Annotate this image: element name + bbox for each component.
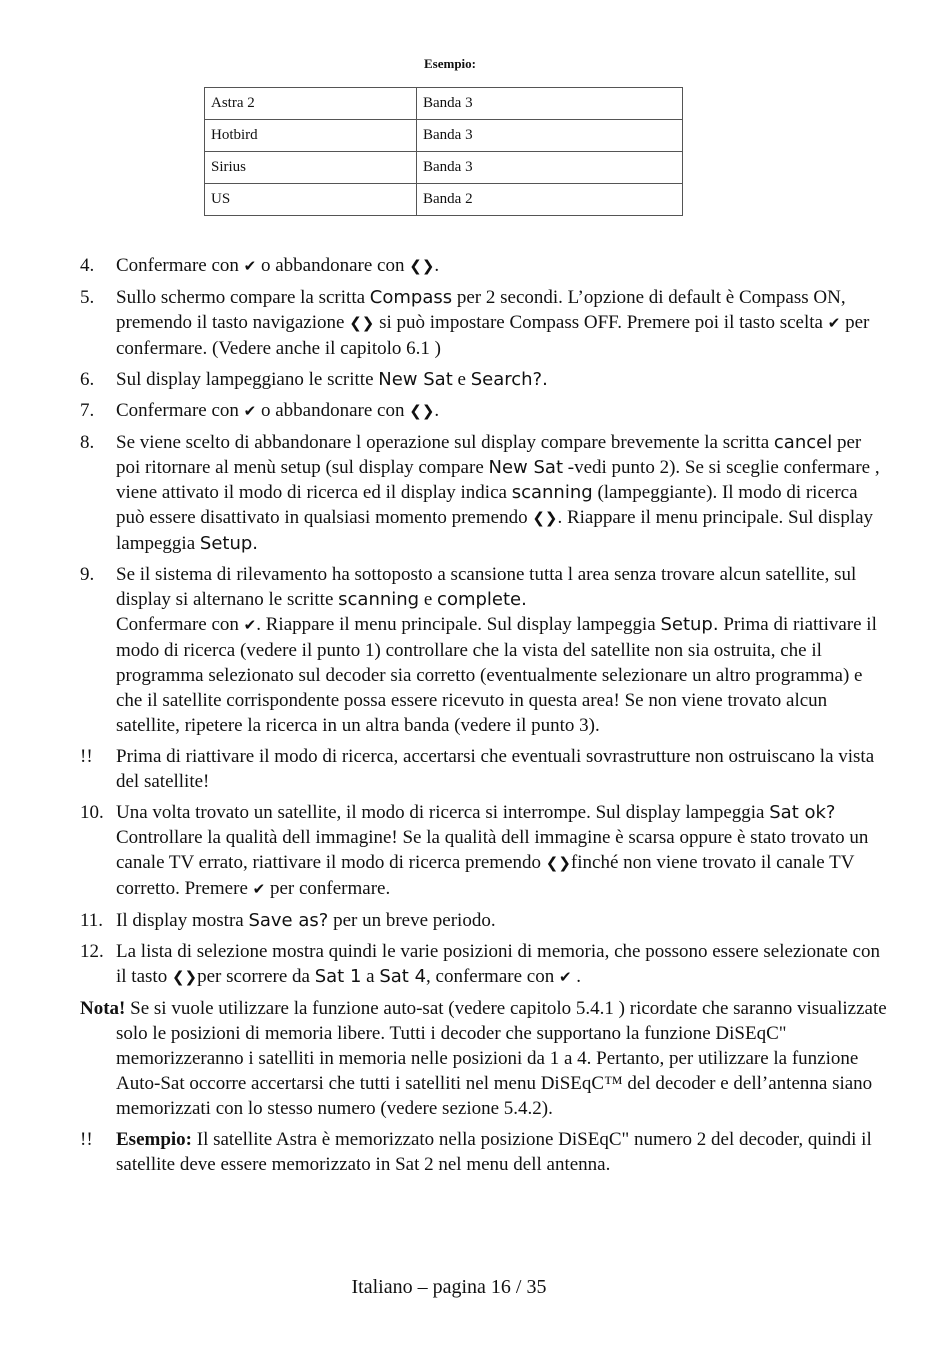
text-run: si può impostare Compass OFF. Premere poi il tasto scelta [374, 312, 828, 333]
item-text [116, 253, 890, 279]
item-number: 10. [80, 802, 104, 823]
display-text: Sat 4 [379, 966, 427, 987]
text-run: . Riappare il menu principale. Sul display lampeggia [116, 507, 874, 554]
nav-arrows-icon: ❮❯ [349, 314, 375, 332]
table-cell: Banda 3 [417, 120, 683, 152]
text-run: Se viene scelto di abbandonare l operazione sul display compare brevemente la scritta [116, 432, 774, 453]
check-icon: ✔ [252, 880, 266, 898]
text-run: per 2 secondi. L’opzione di default è Compass ON, premendo il tasto navigazione [116, 287, 846, 333]
check-icon: ✔ [243, 257, 257, 275]
display-text: Save as? [248, 910, 329, 931]
text-run: Sullo schermo compare la scritta [116, 287, 370, 308]
display-text: New Sat [488, 457, 564, 478]
text-run: . [434, 255, 440, 276]
note-label: Nota! [80, 998, 126, 1019]
list-item [80, 800, 890, 902]
nav-arrows-icon: ❮❯ [409, 402, 435, 420]
check-icon: ✔ [827, 314, 841, 332]
text-run: Se il sistema di rilevamento ha sottoposto a scansione tutta l area senza trovare alcun satellite, sul display si alternano le scritte [116, 564, 857, 610]
display-text: Setup. [660, 614, 719, 635]
text-run: , confermare con [426, 966, 559, 987]
example-label: Esempio: [116, 1129, 192, 1150]
item-text [116, 398, 890, 424]
text-run: Confermare con [116, 614, 244, 635]
list-item [80, 562, 890, 738]
item-text [116, 285, 890, 361]
table-row [205, 152, 683, 184]
item-text [116, 430, 890, 556]
display-text: scanning [338, 589, 420, 610]
check-icon: ✔ [558, 968, 572, 986]
table-cell: Banda 3 [417, 152, 683, 184]
display-text: Search?. [470, 369, 548, 390]
display-text: Compass [369, 287, 453, 308]
table-cell: Banda 3 [417, 88, 683, 120]
text-run: Il display mostra [116, 910, 249, 931]
text-run: per un breve periodo. [328, 910, 496, 931]
list-item [80, 1127, 890, 1177]
note-text [80, 996, 890, 1121]
item-number: 9. [80, 564, 95, 585]
text-run: Se si vuole utilizzare la funzione auto-sat (vedere capitolo 5.4.1 ) ricordate che saranno visualizzate solo le posizioni di memoria libere. Tutti i decoder che supportano la funzione DiSEqC" memorizzeranno i satelliti in memoria nelle posizioni da 1 a 4. Pertanto, per utilizzare la funzione Auto-Sat occorre accertarsi che tutti i satelliti nel menu DiSEqC™ del decoder e dell’antenna siano memorizzati con lo stesso numero (vedere sezione 5.4.2). [116, 998, 887, 1119]
text-run: per confermare. [265, 878, 391, 899]
item-number: 5. [80, 287, 95, 308]
item-text [116, 939, 890, 990]
text-run: Confermare con [116, 400, 244, 421]
text-run: o abbandonare con [256, 255, 410, 276]
text-run: per scorrere da [197, 966, 315, 987]
table-cell: Banda 2 [417, 184, 683, 216]
text-run: a [361, 966, 380, 987]
text-run: finché non viene trovato il canale TV corretto. Premere [116, 852, 855, 899]
item-number: 4. [80, 255, 95, 276]
text-run: . Riappare il menu principale. Sul display lampeggia [256, 614, 661, 635]
example-caption: Esempio: [424, 56, 476, 71]
list-item [80, 253, 890, 279]
item-text [116, 367, 890, 392]
check-icon: ✔ [243, 616, 257, 634]
page-footer: Italiano – pagina 16 / 35 [351, 1276, 547, 1298]
table-row [205, 184, 683, 216]
display-text: New Sat [378, 369, 453, 390]
text-run: La lista di selezione mostra quindi le varie posizioni di memoria, che possono essere selezionate con il tasto [116, 941, 880, 987]
item-number: 7. [80, 400, 95, 421]
item-number: 11. [80, 910, 104, 931]
nav-arrows-icon: ❮❯ [532, 509, 558, 527]
display-text: complete. [437, 589, 527, 610]
list-item [80, 939, 890, 990]
table-cell: US [205, 184, 417, 216]
item-text [116, 562, 890, 738]
text-run: Prima di riattivare il modo di ricerca (vedere il punto 1) controllare che la vista del satellite non sia ostruita, che il programma selezionato sul decoder sia corretto (eventualmente selezionare un altro programma) e che il satellite corrispondente possa essere ricevuto in questa area! Se non viene trovato alcun satellite, ripetere la ricerca in un altra banda (vedere il punto 3). [116, 614, 877, 736]
text-run: Controllare la qualità dell immagine! Se la qualità dell immagine è scarsa oppure è stato trovato un canale TV errato, riattivare il modo di ricerca premendo [116, 827, 869, 873]
text-run: Confermare con [116, 255, 244, 276]
table-cell: Sirius [205, 152, 417, 184]
check-icon: ✔ [243, 402, 257, 420]
display-text: Sat ok? [769, 802, 836, 823]
nav-arrows-icon: ❮❯ [545, 854, 571, 872]
list-item [80, 908, 890, 933]
display-text: cancel [773, 432, 833, 453]
item-number: 8. [80, 432, 95, 453]
table-cell: Hotbird [205, 120, 417, 152]
text-run: Il satellite Astra è memorizzato nella posizione DiSEqC" numero 2 del decoder, quindi il satellite deve essere memorizzato in Sat 2 nel menu dell antenna. [116, 1129, 872, 1175]
text-run: Una volta trovato un satellite, il modo di ricerca si interrompe. Sul display lampeggia [116, 802, 770, 823]
item-number: !! [80, 1129, 93, 1150]
instruction-list [80, 253, 890, 1183]
text-run: Sul display lampeggiano le scritte [116, 369, 379, 390]
table-row [205, 88, 683, 120]
nav-arrows-icon: ❮❯ [171, 968, 198, 986]
list-item [80, 367, 890, 392]
text-run: per poi ritornare al menù setup (sul display compare [116, 432, 862, 478]
item-text [116, 908, 890, 933]
text-run: . [571, 966, 582, 987]
item-text [116, 1127, 890, 1177]
text-run: -vedi punto 2). Se si sceglie confermare , viene attivato il modo di ricerca ed il display indica [116, 457, 880, 503]
text-run: o abbandonare con [256, 400, 410, 421]
item-number: 12. [80, 941, 104, 962]
item-number: !! [80, 746, 93, 767]
example-table [204, 87, 683, 216]
display-text: scanning [511, 482, 593, 503]
list-item [80, 285, 890, 361]
list-item [80, 398, 890, 424]
table-row [205, 120, 683, 152]
note-paragraph [80, 996, 890, 1121]
text-run: per confermare. (Vedere anche il capitolo 6.1 ) [116, 312, 870, 359]
text-run: (lampeggiante). Il modo di ricerca può essere disattivato in qualsiasi momento premendo [116, 482, 858, 528]
text-run: e [419, 589, 438, 610]
text-run: . [434, 400, 440, 421]
table-cell: Astra 2 [205, 88, 417, 120]
display-text: Setup. [199, 533, 259, 554]
nav-arrows-icon: ❮❯ [409, 257, 435, 275]
list-item [80, 744, 890, 794]
item-text [116, 800, 890, 902]
text-run: e [452, 369, 471, 390]
item-number: 6. [80, 369, 95, 390]
item-text: Prima di riattivare il modo di ricerca, accertarsi che eventuali sovrastrutture non ostruiscano la vista del satellite! [116, 746, 875, 792]
display-text: Sat 1 [314, 966, 362, 987]
list-item [80, 430, 890, 556]
